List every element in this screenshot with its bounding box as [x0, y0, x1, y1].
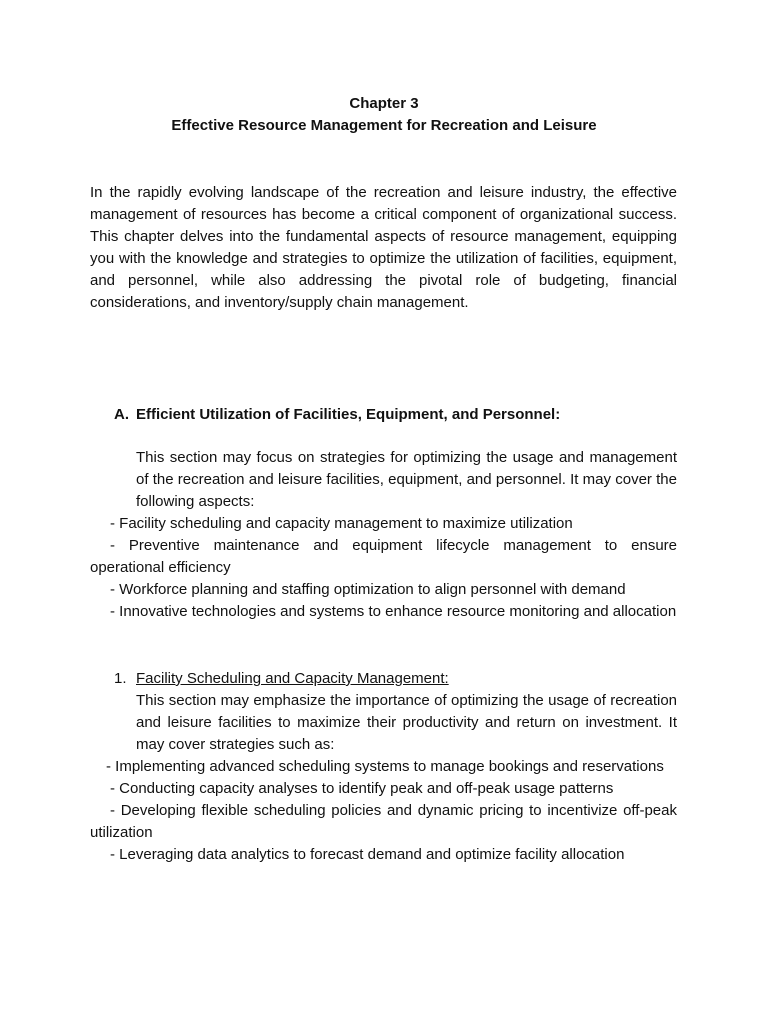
section-a-intro: This section may focus on strategies for optimizing the usage and management of the recreation and leisure facilities, equipment, and personnel. It may cover the following aspects:	[136, 449, 677, 510]
list-item: - Workforce planning and staffing optimization to align personnel with demand	[110, 581, 626, 598]
section-a	[90, 404, 677, 623]
section-a-title: Efficient Utilization of Facilities, Equipment, and Personnel:	[136, 406, 561, 423]
chapter-number: Chapter 3	[349, 95, 419, 112]
list-item: - Facility scheduling and capacity management to maximize utilization	[110, 515, 573, 532]
subsection-1-heading	[114, 668, 677, 690]
section-a-heading	[114, 404, 677, 426]
subsection-1-title: Facility Scheduling and Capacity Management:	[136, 670, 449, 687]
list-item: - Developing flexible scheduling policies and dynamic pricing to incentivize off-peak utilization	[90, 802, 677, 841]
chapter-heading	[0, 93, 768, 137]
list-item: - Implementing advanced scheduling systems to manage bookings and reservations	[106, 758, 664, 775]
subsection-1-intro: This section may emphasize the importance of optimizing the usage of recreation and leisure facilities to maximize their productivity and return on investment. It may cover strategies such as:	[136, 692, 677, 753]
subsection-1-marker: 1.	[114, 670, 127, 687]
list-item: - Leveraging data analytics to forecast demand and optimize facility allocation	[110, 846, 625, 863]
list-item: - Conducting capacity analyses to identify peak and off-peak usage patterns	[110, 780, 614, 797]
list-item: - Innovative technologies and systems to enhance resource monitoring and allocation	[110, 603, 677, 620]
subsection-1	[90, 668, 677, 866]
section-a-marker: A.	[114, 406, 129, 423]
intro-paragraph: In the rapidly evolving landscape of the recreation and leisure industry, the effective management of resources has become a critical component of organizational success. This chapter delves into the fundamental aspects of resource management, equipping you with the knowledge and strategies to optimize the utilization of facilities, equipment, and personnel, while also addressing the pivotal role of budgeting, financial considerations, and inventory/supply chain management.	[90, 184, 677, 311]
chapter-title: Effective Resource Management for Recreation and Leisure	[171, 117, 597, 134]
list-item: - Preventive maintenance and equipment lifecycle management to ensure operational efficiency	[90, 537, 677, 576]
